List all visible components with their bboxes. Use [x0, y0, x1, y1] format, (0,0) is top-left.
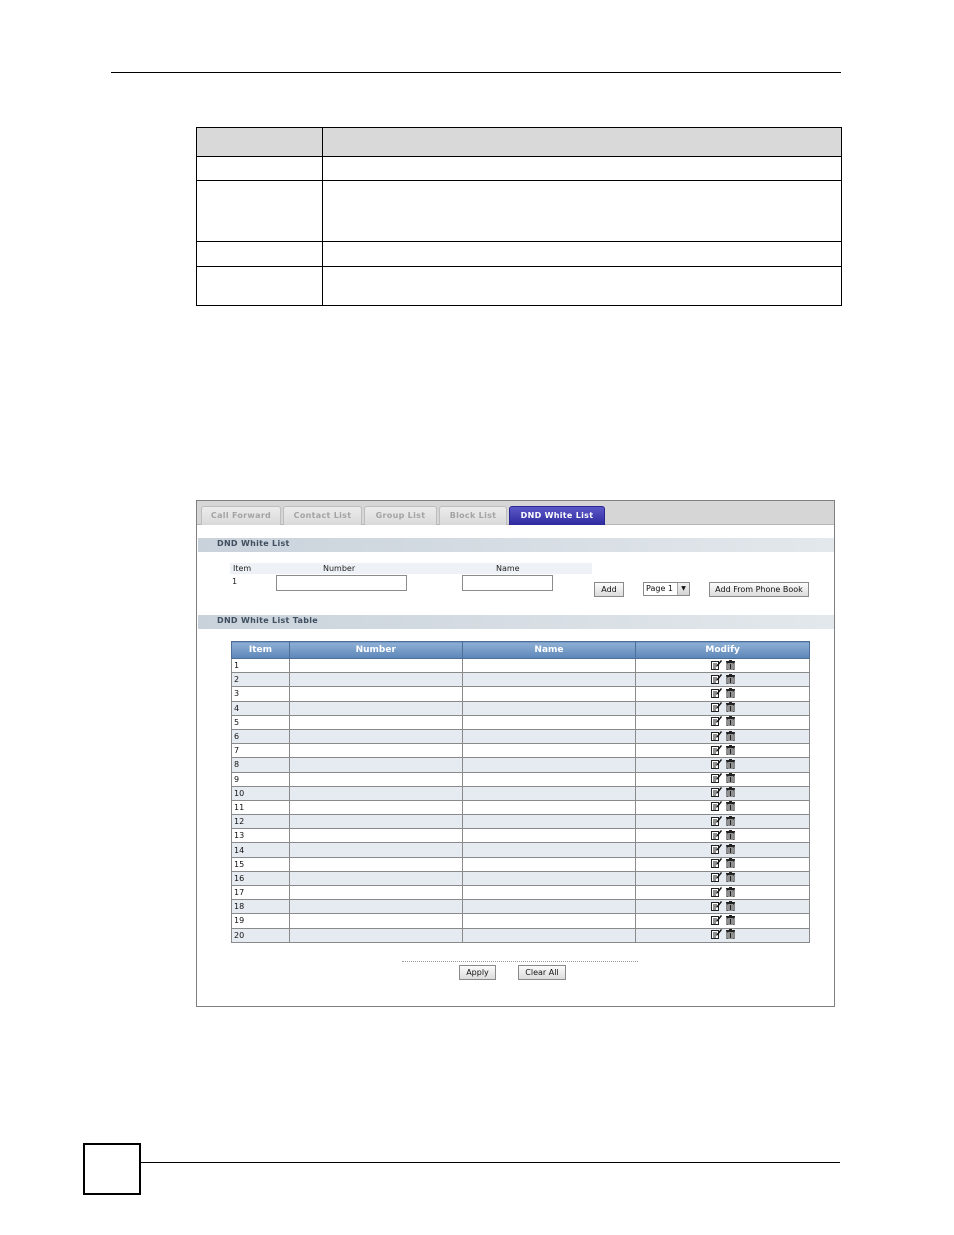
- row-modify: [636, 744, 810, 758]
- row-item: 5: [232, 715, 290, 729]
- row-item: 7: [232, 744, 290, 758]
- row-item: 17: [232, 886, 290, 900]
- row-number: [289, 900, 462, 914]
- row-number: [289, 786, 462, 800]
- row-number: [289, 758, 462, 772]
- number-input[interactable]: [276, 575, 407, 591]
- add-button[interactable]: Add: [594, 582, 624, 597]
- row-name: [462, 715, 636, 729]
- tab-group-list[interactable]: Group List: [364, 506, 437, 525]
- table-row: [232, 701, 810, 715]
- row-modify: [636, 900, 810, 914]
- row-modify: [636, 758, 810, 772]
- trash-icon[interactable]: [726, 858, 735, 870]
- row-name: [462, 871, 636, 885]
- table-row: [232, 900, 810, 914]
- table-row: [232, 928, 810, 942]
- row-item: 6: [232, 729, 290, 743]
- tab-bar: [197, 501, 834, 525]
- row-name: [462, 928, 636, 942]
- white-list-rows: [232, 659, 810, 943]
- row-name: [462, 843, 636, 857]
- trash-icon[interactable]: [726, 844, 735, 856]
- trash-icon[interactable]: [726, 929, 735, 941]
- form-col-number: Number: [323, 564, 356, 573]
- col-number: Number: [289, 642, 462, 659]
- row-modify: [636, 673, 810, 687]
- row-number: [289, 857, 462, 871]
- row-modify: [636, 659, 810, 673]
- row-name: [462, 772, 636, 786]
- table-row: [232, 857, 810, 871]
- divider: [402, 961, 638, 962]
- tab-block-list[interactable]: Block List: [439, 506, 507, 525]
- chevron-down-icon[interactable]: ▼: [677, 583, 689, 595]
- row-name: [462, 729, 636, 743]
- trash-icon[interactable]: [726, 731, 735, 743]
- form-col-item: Item: [233, 564, 252, 573]
- table-row: [232, 786, 810, 800]
- form-row-index: 1: [232, 577, 238, 586]
- row-name: [462, 673, 636, 687]
- edit-icon[interactable]: [711, 731, 722, 743]
- edit-icon[interactable]: [711, 801, 722, 813]
- trash-icon[interactable]: [726, 759, 735, 771]
- row-number: [289, 843, 462, 857]
- trash-icon[interactable]: [726, 872, 735, 884]
- tab-contact-list[interactable]: Contact List: [283, 506, 362, 525]
- row-name: [462, 900, 636, 914]
- table-row: [232, 914, 810, 928]
- header-rule: [111, 72, 841, 73]
- row-item: 3: [232, 687, 290, 701]
- row-modify: [636, 786, 810, 800]
- trash-icon[interactable]: [726, 702, 735, 714]
- table-row: [232, 843, 810, 857]
- row-name: [462, 800, 636, 814]
- row-number: [289, 914, 462, 928]
- row-item: 14: [232, 843, 290, 857]
- row-item: 13: [232, 829, 290, 843]
- tab-call-forward[interactable]: Call Forward: [201, 506, 281, 525]
- table-row: [232, 659, 810, 673]
- row-name: [462, 815, 636, 829]
- edit-icon[interactable]: [711, 901, 722, 913]
- table-row: [232, 800, 810, 814]
- form-col-name: Name: [496, 564, 520, 573]
- table-row: [232, 772, 810, 786]
- section-dnd-white-list: [198, 538, 834, 552]
- row-number: [289, 673, 462, 687]
- row-name: [462, 829, 636, 843]
- page-select-value: Page 1: [646, 584, 673, 593]
- tab-dnd-white-list[interactable]: DND White List: [509, 506, 605, 525]
- edit-icon[interactable]: [711, 929, 722, 941]
- row-item: 19: [232, 914, 290, 928]
- table-row: [232, 871, 810, 885]
- trash-icon[interactable]: [726, 901, 735, 913]
- row-name: [462, 786, 636, 800]
- row-name: [462, 758, 636, 772]
- row-item: 16: [232, 871, 290, 885]
- apply-button[interactable]: Apply: [459, 965, 496, 980]
- row-item: 15: [232, 857, 290, 871]
- row-number: [289, 744, 462, 758]
- trash-icon[interactable]: [726, 787, 735, 799]
- trash-icon[interactable]: [726, 915, 735, 927]
- table-row: [232, 715, 810, 729]
- row-modify: [636, 871, 810, 885]
- row-item: 9: [232, 772, 290, 786]
- edit-icon[interactable]: [711, 716, 722, 728]
- row-number: [289, 729, 462, 743]
- edit-icon[interactable]: [711, 660, 722, 672]
- section-title: DND White List: [217, 539, 290, 548]
- table-row: [232, 687, 810, 701]
- row-number: [289, 829, 462, 843]
- edit-icon[interactable]: [711, 702, 722, 714]
- row-modify: [636, 914, 810, 928]
- white-list-table: [231, 641, 810, 943]
- row-name: [462, 886, 636, 900]
- page-number-box: [83, 1143, 141, 1195]
- edit-icon[interactable]: [711, 830, 722, 842]
- row-item: 1: [232, 659, 290, 673]
- table-row: [232, 673, 810, 687]
- row-modify: [636, 772, 810, 786]
- row-item: 20: [232, 928, 290, 942]
- row-number: [289, 928, 462, 942]
- row-number: [289, 659, 462, 673]
- row-name: [462, 659, 636, 673]
- row-number: [289, 715, 462, 729]
- row-item: 10: [232, 786, 290, 800]
- edit-icon[interactable]: [711, 844, 722, 856]
- table-row: [232, 829, 810, 843]
- row-name: [462, 701, 636, 715]
- doc-table: [196, 127, 842, 306]
- table-row: [232, 758, 810, 772]
- trash-icon[interactable]: [726, 660, 735, 672]
- trash-icon[interactable]: [726, 745, 735, 757]
- name-input[interactable]: [462, 575, 553, 591]
- table-row: [232, 729, 810, 743]
- add-from-phonebook-button[interactable]: Add From Phone Book: [709, 582, 809, 597]
- row-number: [289, 871, 462, 885]
- row-modify: [636, 829, 810, 843]
- section-title: DND White List Table: [217, 616, 318, 625]
- row-item: 4: [232, 701, 290, 715]
- col-name: Name: [462, 642, 636, 659]
- row-item: 18: [232, 900, 290, 914]
- row-item: 11: [232, 800, 290, 814]
- trash-icon[interactable]: [726, 887, 735, 899]
- edit-icon[interactable]: [711, 915, 722, 927]
- row-number: [289, 772, 462, 786]
- edit-icon[interactable]: [711, 759, 722, 771]
- edit-icon[interactable]: [711, 887, 722, 899]
- row-modify: [636, 687, 810, 701]
- trash-icon[interactable]: [726, 816, 735, 828]
- row-modify: [636, 729, 810, 743]
- form-header: [230, 563, 592, 574]
- edit-icon[interactable]: [711, 745, 722, 757]
- trash-icon[interactable]: [726, 830, 735, 842]
- row-item: 12: [232, 815, 290, 829]
- row-modify: [636, 715, 810, 729]
- table-row: [232, 815, 810, 829]
- edit-icon[interactable]: [711, 773, 722, 785]
- edit-icon[interactable]: [711, 872, 722, 884]
- row-modify: [636, 857, 810, 871]
- row-number: [289, 687, 462, 701]
- row-item: 8: [232, 758, 290, 772]
- section-dnd-white-list-table: [198, 615, 834, 629]
- trash-icon[interactable]: [726, 716, 735, 728]
- trash-icon[interactable]: [726, 801, 735, 813]
- row-number: [289, 701, 462, 715]
- row-modify: [636, 928, 810, 942]
- table-row: [232, 744, 810, 758]
- edit-icon[interactable]: [711, 858, 722, 870]
- dnd-white-list-screen: [196, 500, 835, 1007]
- row-number: [289, 800, 462, 814]
- footer-rule: [140, 1162, 840, 1163]
- row-name: [462, 857, 636, 871]
- edit-icon[interactable]: [711, 674, 722, 686]
- row-modify: [636, 701, 810, 715]
- page-select[interactable]: [643, 582, 690, 596]
- col-item: Item: [232, 642, 290, 659]
- row-modify: [636, 843, 810, 857]
- edit-icon[interactable]: [711, 688, 722, 700]
- table-row: [232, 886, 810, 900]
- row-number: [289, 886, 462, 900]
- row-modify: [636, 800, 810, 814]
- row-name: [462, 687, 636, 701]
- row-name: [462, 914, 636, 928]
- col-modify: Modify: [636, 642, 810, 659]
- row-modify: [636, 886, 810, 900]
- trash-icon[interactable]: [726, 773, 735, 785]
- trash-icon[interactable]: [726, 688, 735, 700]
- trash-icon[interactable]: [726, 674, 735, 686]
- edit-icon[interactable]: [711, 816, 722, 828]
- edit-icon[interactable]: [711, 787, 722, 799]
- row-modify: [636, 815, 810, 829]
- clear-all-button[interactable]: Clear All: [518, 965, 566, 980]
- row-number: [289, 815, 462, 829]
- row-name: [462, 744, 636, 758]
- row-item: 2: [232, 673, 290, 687]
